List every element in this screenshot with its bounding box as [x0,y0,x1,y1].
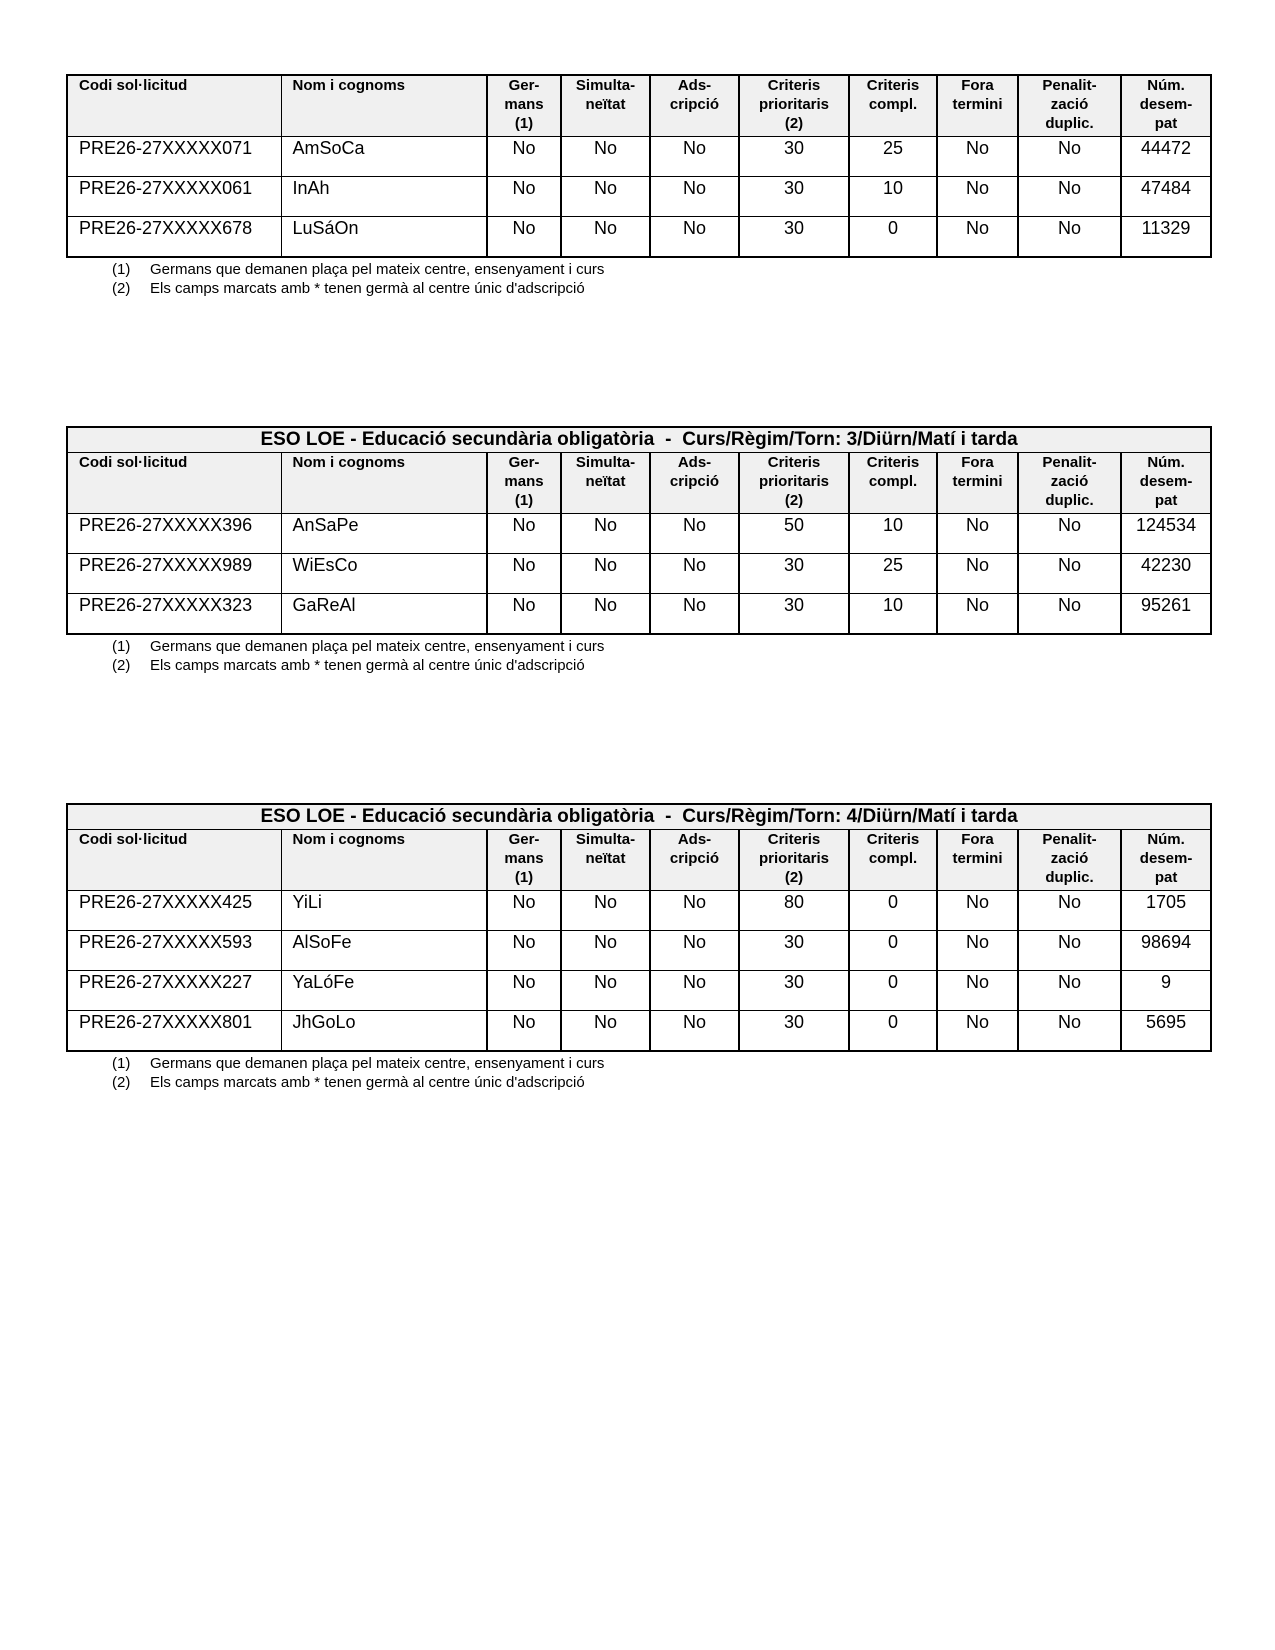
cell-adscripcio: No [650,137,739,177]
col-header-germans: Ger- mans (1) [487,830,561,891]
col-header-fora-termini: Fora termini [937,75,1018,137]
cell-desempat: 124534 [1121,514,1211,554]
footnote-text: Germans que demanen plaça pel mateix centre, ensenyament i curs [150,261,605,278]
cell-codi: PRE26-27XXXXX678 [67,217,281,258]
col-header-nom: Nom i cognoms [281,453,487,514]
caption-course: ESO LOE - Educació secundària obligatòria [260,806,655,827]
cell-penalitzacio: No [1018,891,1121,931]
cell-desempat: 95261 [1121,594,1211,635]
cell-germans: No [487,514,561,554]
table-block-3 [66,803,1210,1092]
cell-simultaneitat: No [561,891,650,931]
col-header-penalitzacio: Penalit- zació duplic. [1018,830,1121,891]
cell-criteris-compl: 10 [849,514,937,554]
cell-codi: PRE26-27XXXXX396 [67,514,281,554]
cell-simultaneitat: No [561,594,650,635]
footnote [66,279,1210,298]
table-block-1 [66,74,1210,298]
table-row [67,177,1211,217]
cell-germans: No [487,554,561,594]
col-header-penalitzacio: Penalit- zació duplic. [1018,453,1121,514]
cell-codi: PRE26-27XXXXX323 [67,594,281,635]
cell-desempat: 1705 [1121,891,1211,931]
col-header-criteris-prioritaris: Criteris prioritaris (2) [739,75,849,137]
cell-fora-termini: No [937,931,1018,971]
cell-criteris-prioritaris: 30 [739,1011,849,1052]
col-header-criteris-prioritaris: Criteris prioritaris (2) [739,830,849,891]
header-row [67,75,1211,137]
footnotes [66,260,1210,298]
cell-codi: PRE26-27XXXXX425 [67,891,281,931]
table-row [67,137,1211,177]
cell-germans: No [487,217,561,258]
cell-penalitzacio: No [1018,554,1121,594]
cell-criteris-prioritaris: 30 [739,177,849,217]
footnote-key: (1) [112,638,131,655]
table-row [67,891,1211,931]
footnote-key: (2) [112,657,131,674]
admissions-table [66,803,1212,1052]
header-row [67,453,1211,514]
footnote-key: (2) [112,280,131,297]
cell-fora-termini: No [937,137,1018,177]
col-header-adscripcio: Ads- cripció [650,830,739,891]
footnote-text: Germans que demanen plaça pel mateix centre, ensenyament i curs [150,638,605,655]
footnotes [66,1054,1210,1092]
col-header-adscripcio: Ads- cripció [650,75,739,137]
col-header-penalitzacio: Penalit- zació duplic. [1018,75,1121,137]
cell-codi: PRE26-27XXXXX061 [67,177,281,217]
cell-nom: WiEsCo [281,554,487,594]
cell-simultaneitat: No [561,1011,650,1052]
footnote-text: Els camps marcats amb * tenen germà al centre únic d'adscripció [150,657,585,674]
col-header-simultaneitat: Simulta- neïtat [561,75,650,137]
cell-desempat: 44472 [1121,137,1211,177]
col-header-codi: Codi sol·licitud [67,830,281,891]
table-row [67,217,1211,258]
cell-nom: YaLóFe [281,971,487,1011]
table-block-2 [66,426,1210,675]
cell-codi: PRE26-27XXXXX071 [67,137,281,177]
cell-nom: LuSáOn [281,217,487,258]
footnote [66,656,1210,675]
cell-germans: No [487,137,561,177]
cell-criteris-compl: 25 [849,554,937,594]
table-row [67,594,1211,635]
cell-nom: YiLi [281,891,487,931]
table-row [67,514,1211,554]
cell-simultaneitat: No [561,971,650,1011]
caption-regime: Curs/Règim/Torn: 4/Diürn/Matí i tarda [682,806,1018,827]
cell-penalitzacio: No [1018,137,1121,177]
cell-codi: PRE26-27XXXXX989 [67,554,281,594]
cell-criteris-compl: 0 [849,891,937,931]
table-row [67,931,1211,971]
footnote-text: Germans que demanen plaça pel mateix centre, ensenyament i curs [150,1055,605,1072]
cell-germans: No [487,594,561,635]
cell-nom: InAh [281,177,487,217]
cell-adscripcio: No [650,554,739,594]
cell-simultaneitat: No [561,217,650,258]
col-header-nom: Nom i cognoms [281,75,487,137]
cell-criteris-compl: 0 [849,931,937,971]
header-row [67,830,1211,891]
cell-germans: No [487,971,561,1011]
cell-penalitzacio: No [1018,514,1121,554]
cell-criteris-compl: 10 [849,594,937,635]
admissions-table [66,74,1212,258]
cell-criteris-prioritaris: 30 [739,594,849,635]
cell-criteris-compl: 0 [849,971,937,1011]
cell-criteris-prioritaris: 50 [739,514,849,554]
footnote [66,260,1210,279]
table-caption: ESO LOE - Educació secundària obligatòria - Curs/Règim/Torn: 3/Diürn/Matí i tarda [67,427,1211,453]
cell-criteris-prioritaris: 30 [739,217,849,258]
col-header-fora-termini: Fora termini [937,830,1018,891]
footnote [66,1073,1210,1092]
col-header-criteris-compl: Criteris compl. [849,830,937,891]
cell-criteris-prioritaris: 80 [739,891,849,931]
footnote [66,1054,1210,1073]
cell-criteris-compl: 0 [849,1011,937,1052]
cell-codi: PRE26-27XXXXX593 [67,931,281,971]
cell-adscripcio: No [650,1011,739,1052]
cell-codi: PRE26-27XXXXX801 [67,1011,281,1052]
col-header-criteris-compl: Criteris compl. [849,75,937,137]
cell-adscripcio: No [650,931,739,971]
col-header-criteris-prioritaris: Criteris prioritaris (2) [739,453,849,514]
cell-criteris-prioritaris: 30 [739,137,849,177]
footnote-key: (1) [112,1055,131,1072]
cell-penalitzacio: No [1018,1011,1121,1052]
cell-adscripcio: No [650,594,739,635]
col-header-codi: Codi sol·licitud [67,75,281,137]
cell-germans: No [487,891,561,931]
cell-germans: No [487,1011,561,1052]
cell-nom: AnSaPe [281,514,487,554]
cell-simultaneitat: No [561,137,650,177]
cell-desempat: 9 [1121,971,1211,1011]
cell-fora-termini: No [937,514,1018,554]
cell-penalitzacio: No [1018,177,1121,217]
cell-desempat: 98694 [1121,931,1211,971]
cell-penalitzacio: No [1018,594,1121,635]
col-header-adscripcio: Ads- cripció [650,453,739,514]
cell-penalitzacio: No [1018,931,1121,971]
cell-simultaneitat: No [561,177,650,217]
caption-course: ESO LOE - Educació secundària obligatòria [260,429,655,450]
col-header-desempat: Núm. desem- pat [1121,830,1211,891]
cell-criteris-compl: 10 [849,177,937,217]
cell-desempat: 11329 [1121,217,1211,258]
cell-fora-termini: No [937,891,1018,931]
cell-fora-termini: No [937,217,1018,258]
cell-fora-termini: No [937,1011,1018,1052]
footnote-text: Els camps marcats amb * tenen germà al centre únic d'adscripció [150,1074,585,1091]
cell-desempat: 5695 [1121,1011,1211,1052]
col-header-codi: Codi sol·licitud [67,453,281,514]
col-header-simultaneitat: Simulta- neïtat [561,453,650,514]
cell-desempat: 42230 [1121,554,1211,594]
cell-nom: GaReAl [281,594,487,635]
col-header-simultaneitat: Simulta- neïtat [561,830,650,891]
cell-simultaneitat: No [561,514,650,554]
cell-criteris-compl: 0 [849,217,937,258]
cell-criteris-prioritaris: 30 [739,971,849,1011]
cell-penalitzacio: No [1018,971,1121,1011]
col-header-germans: Ger- mans (1) [487,453,561,514]
col-header-desempat: Núm. desem- pat [1121,453,1211,514]
cell-codi: PRE26-27XXXXX227 [67,971,281,1011]
cell-fora-termini: No [937,971,1018,1011]
cell-penalitzacio: No [1018,217,1121,258]
col-header-fora-termini: Fora termini [937,453,1018,514]
table-row [67,1011,1211,1052]
caption-regime: Curs/Règim/Torn: 3/Diürn/Matí i tarda [682,429,1018,450]
cell-criteris-compl: 25 [849,137,937,177]
table-caption: ESO LOE - Educació secundària obligatòria - Curs/Règim/Torn: 4/Diürn/Matí i tarda [67,804,1211,830]
cell-nom: AmSoCa [281,137,487,177]
footnote-key: (2) [112,1074,131,1091]
cell-fora-termini: No [937,554,1018,594]
cell-adscripcio: No [650,891,739,931]
col-header-germans: Ger- mans (1) [487,75,561,137]
cell-fora-termini: No [937,594,1018,635]
cell-germans: No [487,177,561,217]
cell-criteris-prioritaris: 30 [739,554,849,594]
cell-fora-termini: No [937,177,1018,217]
footnote [66,637,1210,656]
col-header-criteris-compl: Criteris compl. [849,453,937,514]
footnote-text: Els camps marcats amb * tenen germà al centre únic d'adscripció [150,280,585,297]
cell-nom: JhGoLo [281,1011,487,1052]
cell-nom: AlSoFe [281,931,487,971]
footnote-key: (1) [112,261,131,278]
cell-adscripcio: No [650,971,739,1011]
cell-simultaneitat: No [561,554,650,594]
col-header-desempat: Núm. desem- pat [1121,75,1211,137]
table-row [67,554,1211,594]
cell-desempat: 47484 [1121,177,1211,217]
col-header-nom: Nom i cognoms [281,830,487,891]
cell-adscripcio: No [650,514,739,554]
table-row [67,971,1211,1011]
cell-criteris-prioritaris: 30 [739,931,849,971]
cell-germans: No [487,931,561,971]
cell-adscripcio: No [650,217,739,258]
footnotes [66,637,1210,675]
cell-adscripcio: No [650,177,739,217]
cell-simultaneitat: No [561,931,650,971]
admissions-table [66,426,1212,635]
